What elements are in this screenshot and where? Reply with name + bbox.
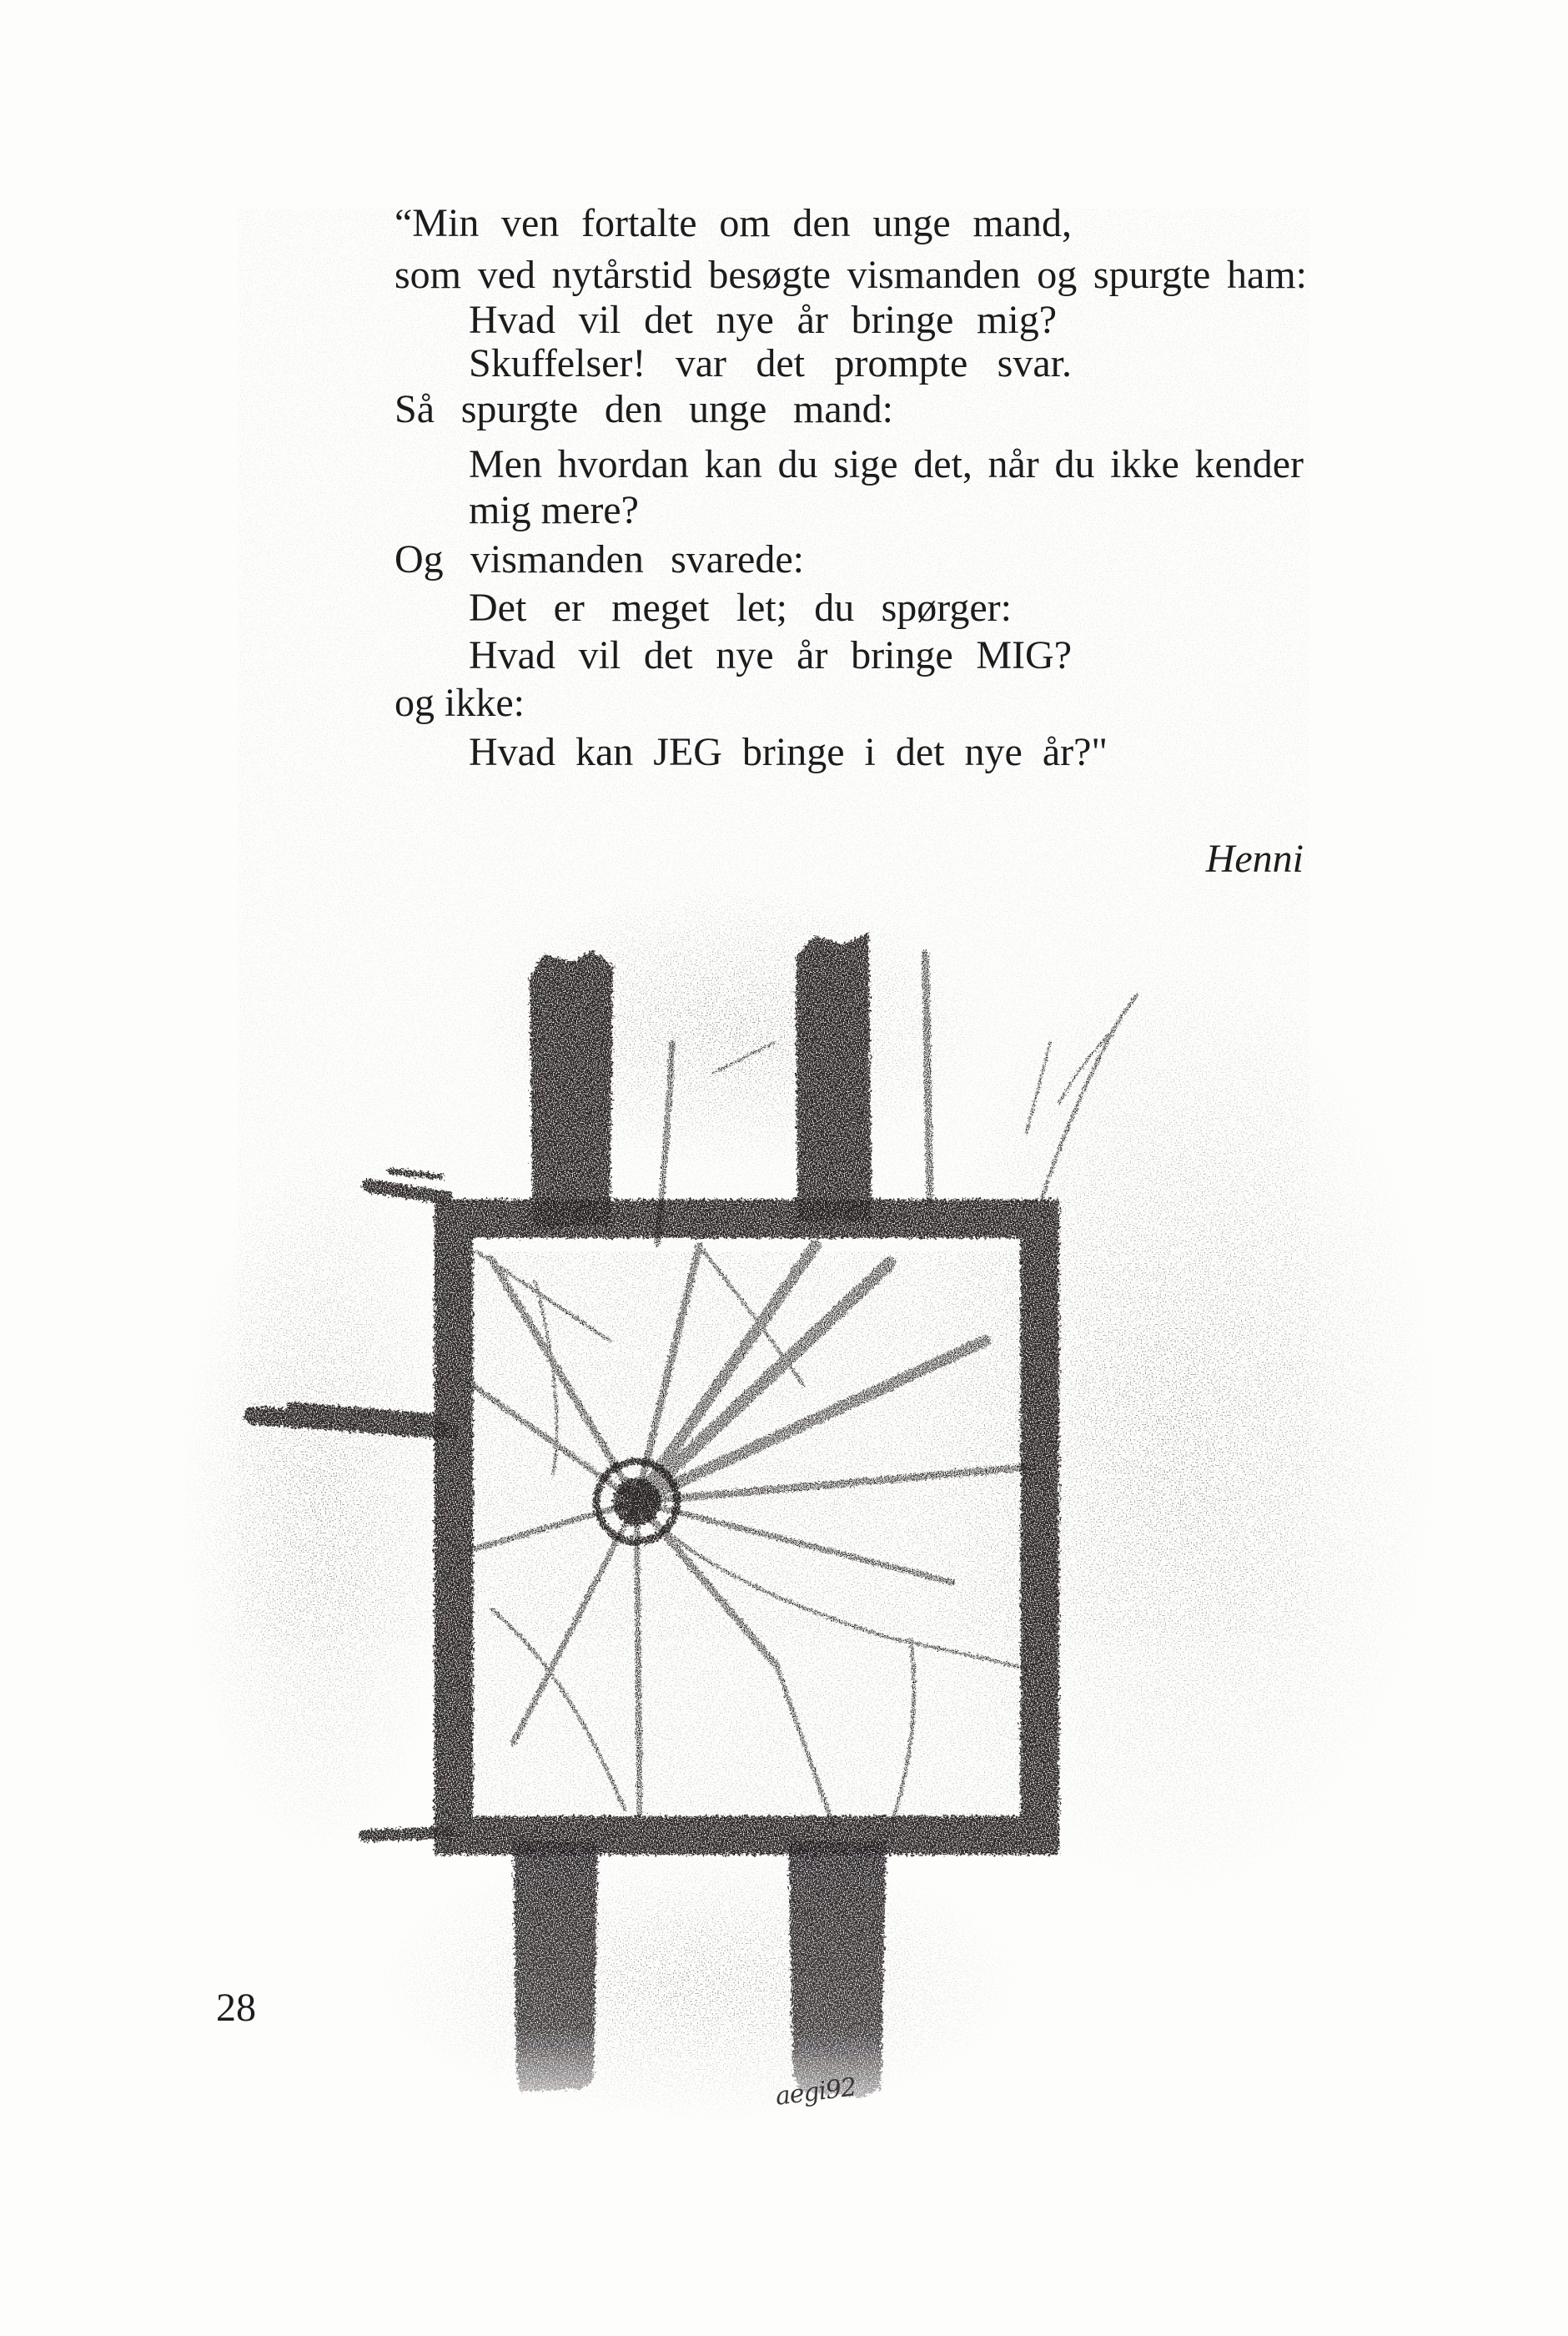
upper-left-post xyxy=(530,950,613,1227)
page-number: 28 xyxy=(216,1986,256,2030)
artist-signature: aegi92 xyxy=(773,2072,858,2112)
poem-line: Hvad vil det nye år bringe MIG? xyxy=(469,633,1072,677)
poem-line: Det er meget let; du spørger: xyxy=(469,586,1012,630)
poem-line: Men hvordan kan du sige det, når du ikke kender xyxy=(469,442,1304,486)
poem-line: Så spurgte den unge mand: xyxy=(395,387,893,431)
lower-left-post xyxy=(513,1841,598,2092)
poem-line: som ved nytårstid besøgte vismanden og spurgte ham: xyxy=(395,253,1307,297)
poem-line: Og vismanden svarede: xyxy=(395,537,804,581)
poem-line: mig mere? xyxy=(469,488,639,532)
lower-right-post xyxy=(788,1841,887,2097)
poem-line: “Min ven fortalte om den unge mand, xyxy=(395,201,1072,245)
poem-author: Henni xyxy=(1205,837,1304,881)
poem-line: Hvad vil det nye år bringe mig? xyxy=(469,298,1057,342)
upper-right-post xyxy=(796,933,872,1221)
poem-line: Hvad kan JEG bringe i det nye år?" xyxy=(469,730,1108,774)
poem-line: Skuffelser! var det prompte svar. xyxy=(469,341,1072,385)
poem-line: og ikke: xyxy=(395,681,525,725)
